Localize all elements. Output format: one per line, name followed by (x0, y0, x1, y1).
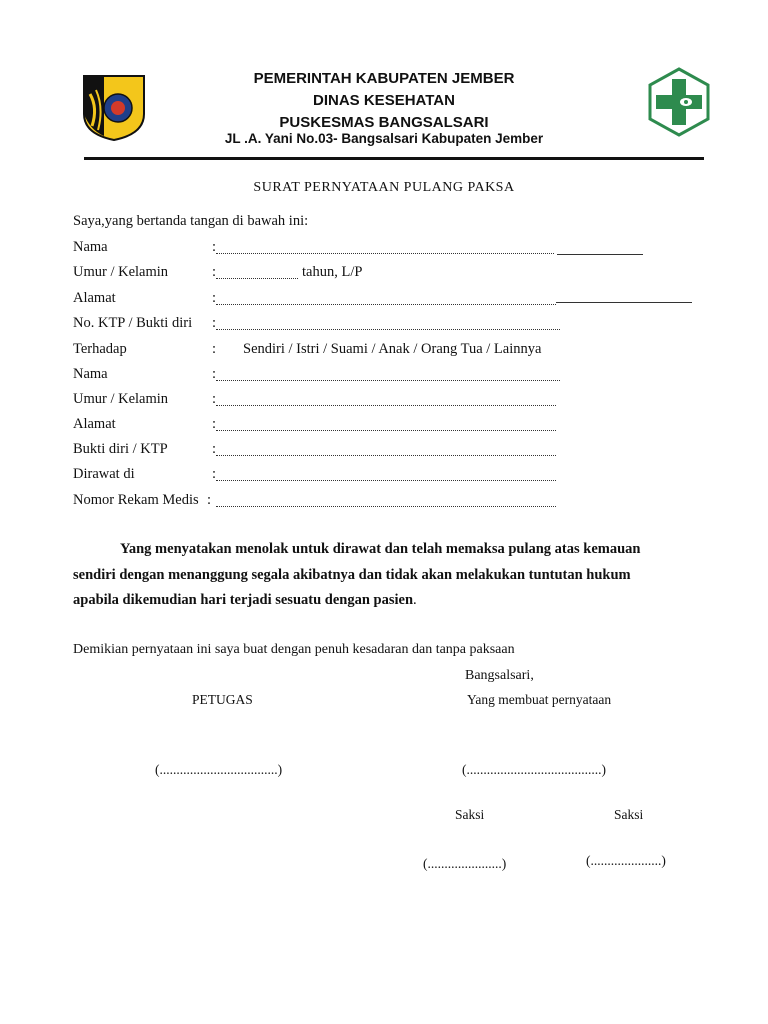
closing-text: Demikian pernyataan ini saya buat dengan penuh kesadaran dan tanpa paksaan (73, 642, 515, 657)
colon: : (212, 239, 217, 255)
officer-signature-blank[interactable]: (...................................) (155, 762, 283, 777)
field-blank-umur-pasien[interactable] (216, 391, 556, 409)
statement-period: . (413, 592, 417, 608)
colon: : (212, 441, 217, 457)
field-blank-nama[interactable] (216, 239, 554, 257)
colon: : (212, 391, 217, 407)
field-blank-nama-pasien[interactable] (216, 366, 560, 384)
field-label-rekam-medis: Nomor Rekam Medis (73, 492, 199, 508)
witness-1-label: Saksi (455, 807, 485, 822)
field-label-umur-pasien: Umur / Kelamin (73, 391, 169, 407)
field-label-alamat-pasien: Alamat (73, 416, 116, 432)
field-blank-bukti-diri[interactable] (216, 441, 556, 459)
colon: : (212, 466, 217, 482)
colon: : (207, 492, 212, 508)
field-label-dirawat: Dirawat di (73, 466, 135, 482)
field-value-terhadap[interactable]: Sendiri / Istri / Suami / Anak / Orang Tua / Lainnya (243, 341, 542, 357)
statement-line-1: Yang menyatakan menolak untuk dirawat dan telah memaksa pulang atas kemauan (120, 541, 641, 557)
place-date: Bangsalsari, (465, 668, 534, 683)
header-government: PEMERINTAH KABUPATEN JEMBER (253, 70, 515, 87)
declarant-label: Yang membuat pernyataan (467, 692, 612, 707)
document-title: SURAT PERNYATAAN PULANG PAKSA (253, 180, 515, 195)
field-blank-alamat-extra[interactable] (556, 302, 692, 303)
field-label-umur: Umur / Kelamin (73, 264, 169, 280)
field-blank-alamat[interactable] (216, 290, 556, 308)
field-blank-rekam-medis[interactable] (216, 492, 556, 510)
field-label-nama-pasien: Nama (73, 366, 108, 382)
header-puskesmas: PUSKESMAS BANGSALSARI (279, 114, 489, 131)
field-label-alamat: Alamat (73, 290, 116, 306)
colon: : (212, 341, 217, 357)
colon: : (212, 416, 217, 432)
witness-2-signature-blank[interactable]: (.....................) (586, 853, 666, 868)
field-value-umur: tahun, L/P (302, 264, 363, 280)
declarant-signature-blank[interactable]: (........................................) (462, 762, 606, 777)
colon: : (212, 290, 217, 306)
field-label-terhadap: Terhadap (73, 341, 127, 357)
officer-label: PETUGAS (192, 692, 253, 707)
intro-text: Saya,yang bertanda tangan di bawah ini: (73, 213, 309, 229)
statement-line-3-text: apabila dikemudian hari terjadi sesuatu dengan pasien (73, 592, 414, 608)
statement-line-3 (73, 592, 417, 609)
colon: : (212, 315, 217, 331)
colon: : (212, 264, 217, 280)
field-label-nama: Nama (73, 239, 108, 255)
header-department: DINAS KESEHATAN (313, 92, 455, 109)
field-blank-nama-extra[interactable] (557, 254, 643, 255)
field-blank-umur[interactable] (216, 264, 298, 282)
witness-2-label: Saksi (614, 807, 644, 822)
field-label-ktp: No. KTP / Bukti diri (73, 315, 193, 331)
puskesmas-logo (648, 67, 710, 137)
field-blank-dirawat[interactable] (216, 466, 556, 484)
header-address: JL .A. Yani No.03- Bangsalsari Kabupaten Jember (224, 131, 544, 146)
header-divider (84, 157, 704, 160)
colon: : (212, 366, 217, 382)
field-blank-alamat-pasien[interactable] (216, 416, 556, 434)
witness-1-signature-blank[interactable]: (......................) (423, 856, 507, 871)
statement-line-2: sendiri dengan menanggung segala akibatnya dan tidak akan melakukan tuntutan hukum (73, 567, 631, 583)
field-label-bukti-diri: Bukti diri / KTP (73, 441, 168, 457)
field-blank-ktp[interactable] (216, 315, 560, 333)
